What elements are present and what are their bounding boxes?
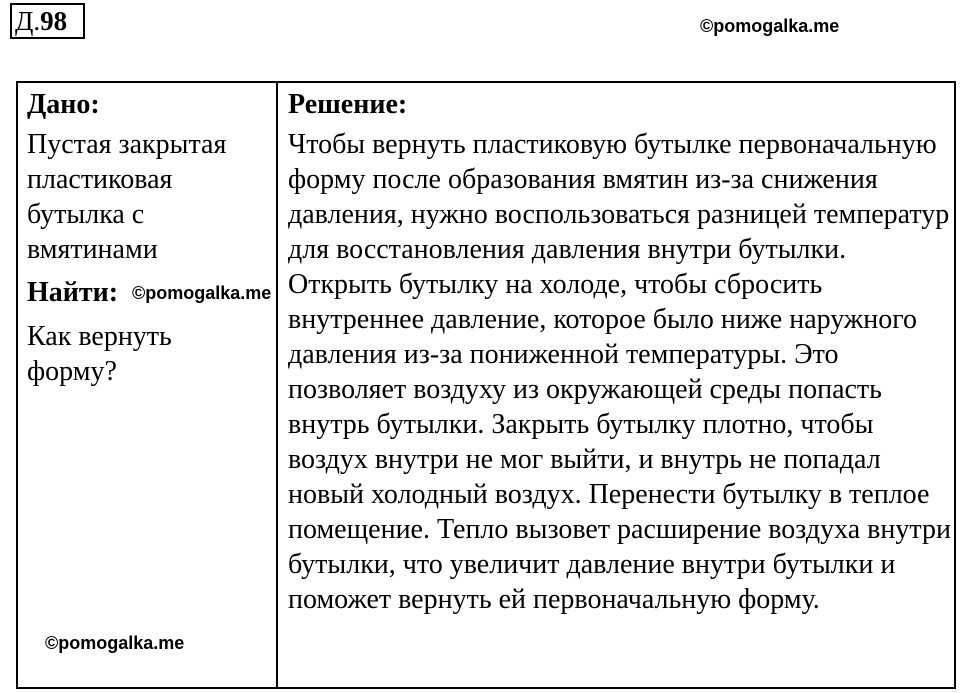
watermark-bottom: ©pomogalka.me: [45, 633, 185, 653]
problem-prefix: Д.: [15, 6, 41, 36]
find-text: Как вернуть форму?: [27, 321, 172, 387]
problem-number: 98: [40, 6, 68, 36]
watermark-top: ©pomogalka.me: [700, 16, 840, 36]
solution-text: Чтобы вернуть пластиковую бутылке первоначальную форму после образования вмятин из-за снижения давления, нужно воспользоваться разницей температур для восстановления давления внутри бутылки. Открыть бутылку на холоде, чтобы сбросить внутреннее давление, которое было ниже наружного давления из-за пониженной температуры. Это позволяет воздуху из окружающей среды попасть внутрь бутылки. Закрыть бутылку плотно, чтобы воздух внутри не мог выйти, и внутрь не попадал новый холодный воздух. Перенести бутылку в теплое помещение. Тепло вызовет расширение воздуха внутри бутылки, что увеличит давление внутри бутылки и поможет вернуть ей первоначальную форму.: [288, 129, 951, 615]
watermark-middle: ©pomogalka.me: [132, 283, 272, 303]
problem-label: [10, 3, 85, 39]
given-text: Пустая закрытая пластиковая бутылка с вмятинами: [27, 129, 227, 265]
column-divider: [276, 83, 278, 687]
given-heading: Дано:: [27, 89, 100, 120]
task-table: [16, 81, 956, 689]
solution-heading: Решение:: [288, 89, 408, 120]
find-heading: Найти:: [27, 277, 119, 308]
